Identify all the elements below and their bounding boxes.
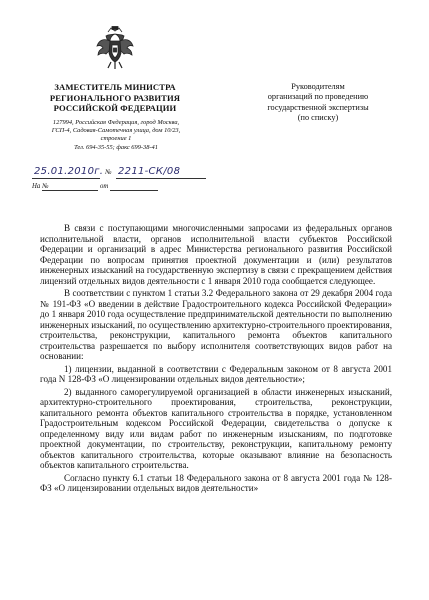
organization-address <box>36 119 196 152</box>
date-underline <box>32 178 100 179</box>
coat-of-arms-icon <box>96 26 134 70</box>
document-date: 25.01.2010г. <box>34 166 104 177</box>
letter-body <box>40 223 392 496</box>
registration-block <box>32 166 212 196</box>
org-line: ЗАМЕСТИТЕЛЬ МИНИСТРА <box>54 82 176 92</box>
reply-date-label: от <box>100 183 109 190</box>
addressee-line: Руководителям <box>291 82 345 91</box>
reply-date-underline <box>110 190 158 191</box>
number-underline <box>116 178 206 179</box>
document-number: 2211-СК/08 <box>118 166 181 177</box>
address-line: Тел. 694-35-55; факс 699-38-41 <box>74 143 158 151</box>
address-line: строение 1 <box>100 135 132 143</box>
body-paragraph: В соответствии с пунктом 1 статьи 3.2 Федерального закона от 29 декабря 2004 года № 191-ФЗ «О введении в действие Градостроительного кодекса Российской Федерации» до 1 января 2010 года осуществление предпринимательской деятельности по выполнению инженерных изысканий, по осуществлению архитектурно-строительного проектирования, строительства, реконструкции, капитального ремонта объектов капитального строительства разрешается по выбору исполнителя соответствующих видов работ на основании: <box>40 288 392 361</box>
org-line: РОССИЙСКОЙ ФЕДЕРАЦИИ <box>53 103 177 113</box>
addressee-line: государственной экспертизы <box>267 102 369 112</box>
addressee-line: (по списку) <box>297 112 339 122</box>
reply-to-underline <box>42 190 98 191</box>
body-paragraph: 2) выданного саморегулируемой организацией в области инженерных изысканий, архитектурно-строительного проектирования, строительства, реконструкции, капитального ремонта объектов капитального строительства в порядке, установленном Градостроительным кодексом Российской Федерации, свидетельства о допуске к определенному виду или видам работ по инженерным изысканиям, по подготовке проектной документации, по строительству, реконструкции, капитальному ремонту объектов капитального строительства, которые оказывают влияние на безопасность объектов капитального строительства. <box>40 386 392 470</box>
org-line: РЕГИОНАЛЬНОГО РАЗВИТИЯ <box>49 92 181 103</box>
address-line: 127994, Российская Федерация, город Москва, <box>52 119 180 126</box>
number-label: № <box>105 169 112 176</box>
reply-to-label: На № <box>32 183 49 190</box>
addressee-line: организаций по проведению <box>267 92 369 102</box>
organization-name <box>40 82 190 114</box>
body-paragraph: 1) лицензии, выданной в соответствии с Федеральным законом от 8 августа 2001 года N 128-ФЗ «О лицензировании отдельных видов деятельности»; <box>40 363 392 384</box>
body-paragraph: В связи с поступающими многочисленными запросами из федеральных органов исполнительной власти, органов исполнительной власти субъектов Российской Федерации и организаций в адрес Министерства регионального развития Российской Федерации по вопросам принятия проектной документации и (или) результатов инженерных изысканий на государственную экспертизу в связи с прекращением действия лицензий отдельных видов деятельности с 1 января 2010 года сообщается следующее. <box>40 223 392 286</box>
addressee-block <box>248 82 388 123</box>
address-line: ГСП-4, Садовая-Самотечная улица, дом 10/23, <box>51 127 181 135</box>
body-paragraph: Согласно пункту 6.1 статьи 18 Федерального закона от 8 августа 2001 года № 128-ФЗ «О лицензировании отдельных видов деятельности» <box>40 472 392 493</box>
